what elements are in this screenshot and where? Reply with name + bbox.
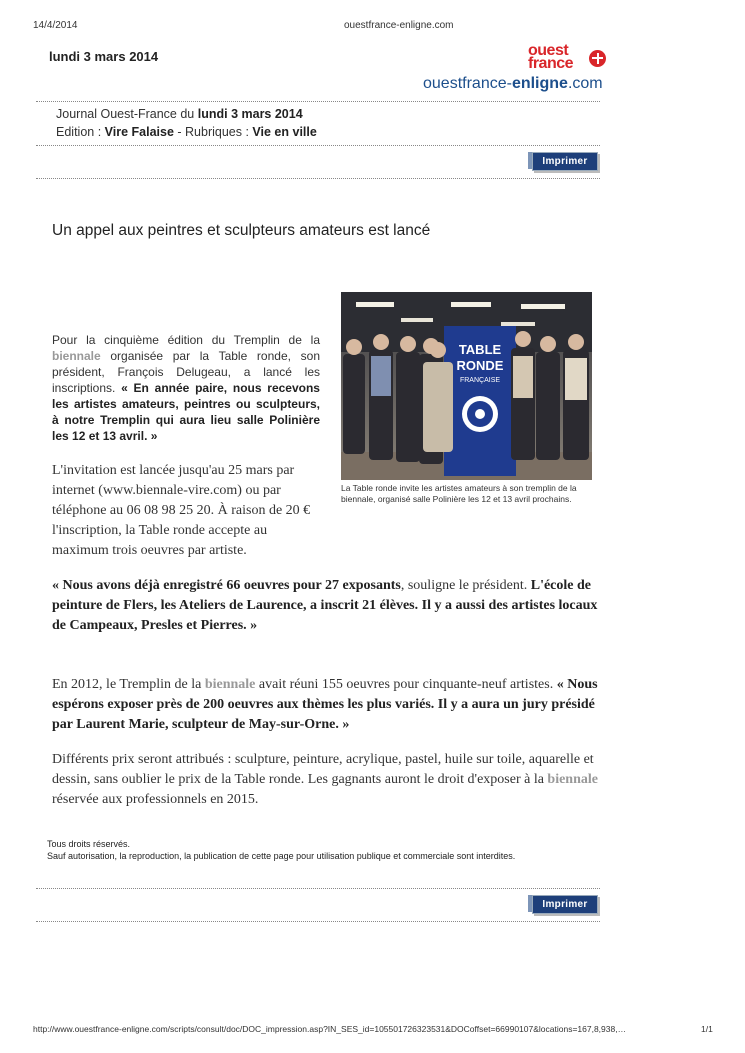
divider: [36, 178, 600, 179]
banner-text-2: RONDE: [456, 358, 504, 373]
journal-line: Journal Ouest-France du lundi 3 mars 2014: [56, 107, 303, 121]
print-date: 14/4/2014: [33, 20, 78, 31]
rights-notice: [47, 838, 515, 862]
print-button-bottom[interactable]: Imprimer: [532, 895, 598, 914]
site-name[interactable]: ouestfrance-enligne.com: [423, 75, 603, 92]
logo-cross-icon: [589, 50, 606, 67]
paragraph-invitation: L'invitation est lancée jusqu'au 25 mars par internet (www.biennale-vire.com) ou par téléphone au 06 08 98 25 20. À raison de 20 € l'inscription, la Table ronde accepte au maximum trois oeuvres par artiste.: [52, 463, 311, 558]
print-button-top[interactable]: Imprimer: [532, 152, 598, 171]
article-title: Un appel aux peintres et sculpteurs amateurs est lancé: [52, 222, 431, 239]
print-page-number: 1/1: [701, 1024, 713, 1034]
article-photo: [341, 292, 592, 480]
date-heading: lundi 3 mars 2014: [49, 49, 159, 64]
ouest-france-logo[interactable]: [528, 44, 604, 70]
paragraph-quote: « Nous avons déjà enregistré 66 oeuvres pour 27 exposants, souligne le président. L'école de peinture de Flers, les Ateliers de Laurence, a inscrit 21 élèves. Il y a aussi des artistes locaux de Campeaux, Presles et Pierres. »: [52, 578, 598, 633]
logo-word-france: france: [528, 55, 574, 72]
divider: [36, 888, 600, 889]
paragraph-prizes: Différents prix seront attribués : sculpture, peinture, acrylique, pastel, huile sur toile, aquarelle et dessin, sans oublier le prix de la Table ronde. Les gagnants auront le droit d'exposer à la biennale réservée aux professionnels en 2015.: [52, 752, 598, 807]
divider: [36, 101, 600, 102]
divider: [36, 145, 600, 146]
paragraph-2012: En 2012, le Tremplin de la biennale avait réuni 155 oeuvres pour cinquante-neuf artistes. « Nous espérons exposer près de 200 oeuvres aux thèmes les plus variés. Il y a aura un jury présidé par Laurent Marie, sculpteur de May-sur-Orne. »: [52, 677, 598, 732]
edition-line: Edition : Vire Falaise - Rubriques : Vie en ville: [56, 125, 317, 139]
print-url: http://www.ouestfrance-enligne.com/scripts/consult/doc/DOC_impression.asp?IN_SES_id=105501726323531&DOCoffset=66990107&locations=167,8,938,…: [33, 1024, 627, 1034]
paragraph-intro: Pour la cinquième édition du Tremplin de la biennale organisée par la Table ronde, son président, François Delugeau, a lancé les inscriptions. « En année paire, nous recevons les artistes amateurs, peintres ou sculpteurs, à notre Tremplin qui aura lieu salle Polinière les 12 et 13 avril. »: [52, 333, 320, 443]
photo-caption: La Table ronde invite les artistes amateurs à son tremplin de la biennale, organisé salle Polinière les 12 et 13 avril prochains.: [341, 483, 577, 504]
banner-text-3: FRANÇAISE: [459, 377, 501, 384]
rights-line-1: Tous droits réservés.: [47, 839, 131, 849]
rights-line-2: Sauf autorisation, la reproduction, la publication de cette page pour utilisation publique et commerciale sont interdites.: [47, 851, 516, 861]
divider: [36, 921, 600, 922]
banner-text-1: TABLE: [458, 342, 502, 357]
logo-word-ouest: ouest: [528, 42, 569, 59]
print-domain: ouestfrance-enligne.com: [344, 20, 454, 31]
photo-illustration: [341, 292, 592, 480]
